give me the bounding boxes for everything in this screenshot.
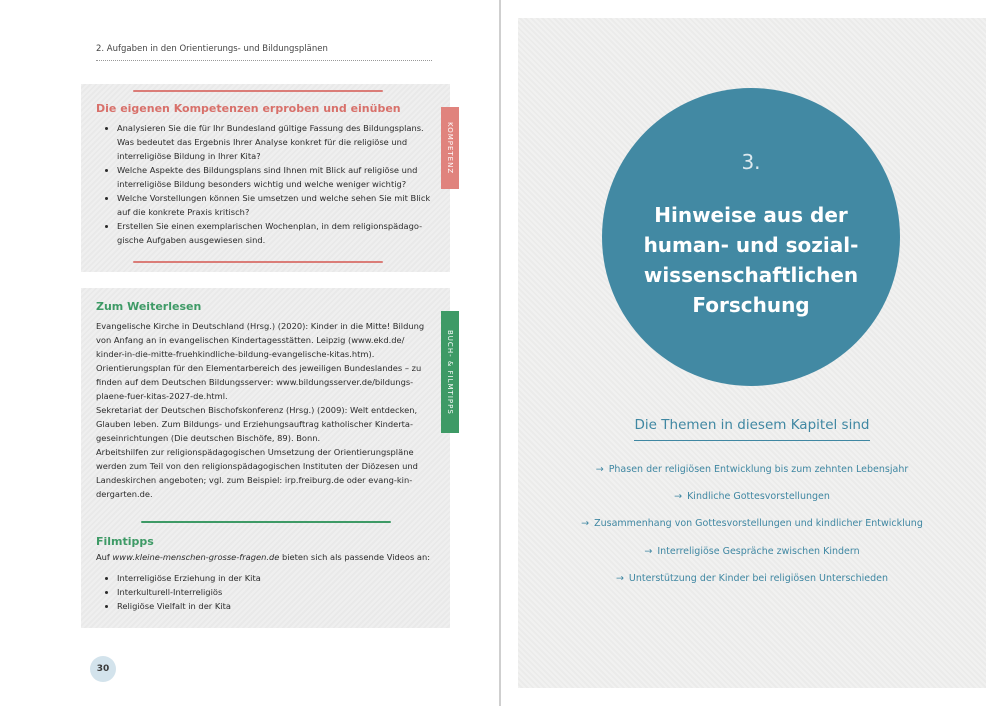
film-site-link: www.kleine-menschen-grosse-fragen.de (112, 552, 280, 562)
theme-item: → Unterstützung der Kinder bei religiösen Unterschieden (615, 573, 889, 584)
chapter-circle (602, 88, 900, 386)
list-item: • Analysieren Sie die für Ihr Bundesland gültige Fassung des Bildungsplans. Was bedeutet das Ergebnis Ihrer Analyse konkret für die religiöse und interreligiöse Bildung in Ihrer Kita? (117, 121, 457, 163)
list-item: • Erstellen Sie einen exemplarischen Wochenplan, in dem religionspädago- gische Aufgaben ausgewiesen sind. (117, 219, 457, 247)
reference-item: Orientierungsplan für den Elementarbereich des jeweiligen Bundeslandes – zu finden auf dem Deutschen Bildungsserver: www.bildungsserver.de/bildungs- plaene-fuer-kitas-2027-de.html. (96, 363, 422, 401)
theme-item: → Interreligiöse Gespräche zwischen Kindern (644, 546, 860, 557)
running-head: 2. Aufgaben in den Orientierungs- und Bildungsplänen (96, 44, 328, 54)
list-item: • Welche Aspekte des Bildungsplans sind Ihnen mit Blick auf religiöse und interreligiöse Bildung besonders wichtig und welche weniger wichtig? (117, 163, 457, 191)
reading-box (81, 288, 450, 628)
competence-top-rule (133, 90, 383, 92)
competence-bottom-rule (133, 261, 383, 263)
theme-item: → Zusammenhang von Gottesvorstellungen und kindlicher Entwicklung (581, 518, 923, 529)
competence-list (97, 121, 457, 247)
competence-title: Die eigenen Kompetenzen erproben und einüben (96, 102, 401, 115)
list-item: • Interkulturell-Interreligiös (117, 585, 261, 599)
reference-list (96, 319, 441, 501)
competence-box (81, 84, 450, 272)
buch-filmtipps-tab: BUCH- & FILMTIPPS (441, 311, 459, 433)
list-item: • Religiöse Vielfalt in der Kita (117, 599, 261, 613)
chapter-opener-page (518, 18, 986, 688)
reference-item: Arbeitshilfen zur religionspädagogischen Umsetzung der Orientierungspläne werden zum Teil von den religionspädagogischen Instituten der Diözesen und Landeskirchen angeboten; vgl. zum Beispiel: irp.freiburg.de oder evang-kin- dergarten.de. (96, 447, 418, 499)
page-number: 30 (90, 656, 116, 682)
list-item: • Interreligiöse Erziehung in der Kita (117, 571, 261, 585)
kompetenz-tab: KOMPETENZ (441, 107, 459, 189)
film-list (97, 571, 261, 613)
film-intro: Auf www.kleine-menschen-grosse-fragen.de bieten sich als passende Videos an: (96, 552, 431, 562)
chapter-title: Hinweise aus der human- und sozial- wissenschaftlichen Forschung (643, 203, 859, 317)
theme-item: → Kindliche Gottesvorstellungen (674, 491, 830, 502)
arrow-right-icon: → (644, 546, 653, 557)
reading-divider-rule (141, 521, 391, 523)
film-title: Filmtipps (96, 535, 154, 548)
page-gutter (499, 0, 501, 706)
arrow-right-icon: → (595, 464, 604, 475)
reference-item: Sekretariat der Deutschen Bischofskonferenz (Hrsg.) (2009): Welt entdecken, Glauben leben. Zum Bildungs- und Erziehungsauftrag katholischer Kinderta- geseinrichtungen (Die deutschen Bischöfe, 89). Bonn. (96, 405, 418, 443)
list-item: • Welche Vorstellungen können Sie umsetzen und welche sehen Sie mit Blick auf die konkrete Praxis kritisch? (117, 191, 457, 219)
chapter-number: 3. (741, 150, 761, 174)
themes-rule (634, 440, 870, 441)
running-head-rule (96, 60, 432, 61)
arrow-right-icon: → (615, 573, 624, 584)
themes-heading: Die Themen in diesem Kapitel sind (634, 417, 870, 433)
theme-item: → Phasen der religiösen Entwicklung bis zum zehnten Lebensjahr (595, 464, 909, 475)
reference-item: Evangelische Kirche in Deutschland (Hrsg.) (2020): Kinder in die Mitte! Bildung von Anfang an in evangelischen Kindertagesstätten. Leipzig (www.ekd.de/ kinder-in-die-mitte-fruehkindliche-bildung-evangelische-kitas.htm). (96, 321, 425, 359)
reading-title: Zum Weiterlesen (96, 300, 202, 313)
arrow-right-icon: → (674, 491, 683, 502)
arrow-right-icon: → (581, 518, 590, 529)
